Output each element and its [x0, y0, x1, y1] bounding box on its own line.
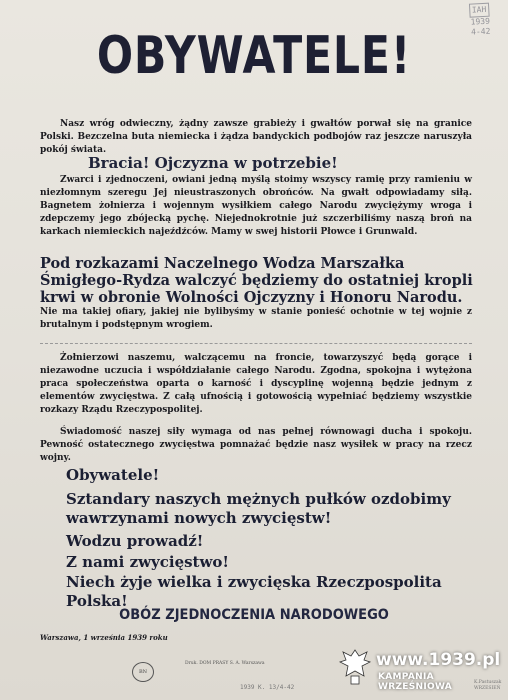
handwritten-catalog-note: 1939 K. 13/4-42 — [240, 684, 295, 691]
closing-laurels: wawrzynami nowych zwycięstw! — [66, 509, 332, 527]
archive-stamp-line1: IAH — [468, 3, 489, 18]
paragraph-sacrifice: Nie ma takiej ofiary, jakiej nie bylibyśmy w stanie ponieść ochotnie w tej wojnie z brutalnym i podstępnym wrogiem. — [40, 307, 472, 330]
corner-note-line2: WRZESIEŃ — [474, 686, 501, 691]
organization-signature: OBÓZ ZJEDNOCZENIA NARODOWEGO — [119, 607, 389, 623]
library-stamp: BN — [132, 662, 154, 682]
paragraph-calm: Świadomość naszej siły wymaga od nas pełnej równowagi ducha i spokoju. Pewność ostatecznego zwycięstwa pomnażać będzie nasz wysiłek w pracy na rzecz wojny. — [40, 427, 472, 463]
paragraph-unity: Zwarci i zjednoczeni, owiani jedną myślą stoimy wszyscy ramię przy ramieniu w niezłomnym szeregu Jej nieustraszonych obrońców. Na gwałt odpowiadamy siłą. Bagnetem żołnierza i wojennym wysiłkiem całego Narodu zwyciężymy wroga i zdepczemy jego zbójecką pychę. Niejednokrotnie już szczerbiliśmy naszą broń na karkach niemieckich najeźdźców. Mamy w swej historii Płowce i Grunwald. — [40, 175, 472, 237]
poster-title: OBYWATELE! — [96, 26, 412, 86]
corner-note-line1: K.Pastuszak — [474, 680, 502, 685]
closing-lead: Wodzu prowadź! — [66, 532, 204, 550]
archive-stamp-line2: 1939 — [470, 16, 491, 27]
date-line: Warszawa, 1 września 1939 roku — [40, 633, 168, 642]
closing-long-live: Niech żyje wielka i zwycięska Rzeczpospolita Polska! — [66, 573, 442, 610]
watermark-subtitle: KAMPANIA WRZEŚNIOWA — [378, 672, 453, 692]
watermark-url[interactable]: www.1939.pl — [376, 650, 501, 670]
paragraph-soldiers: Żołnierzowi naszemu, walczącemu na froncie, towarzyszyć będą gorące i niezawodne uczucia i współdziałanie całego Narodu. Zgodna, spokojna i wytężona praca społeczeństwa oparta o karność i dyscyplinę wojenną będzie jednym z elementów zwycięstwa. Z całą ufnością i gotowością wypełniać będziemy wszystkie rozkazy Rządu Rzeczypospolitej. — [40, 353, 472, 415]
printer-imprint: Druk. DOM PRASY S. A. Warszawa — [185, 661, 265, 666]
headline-commander: Pod rozkazami Naczelnego Wodza Marszałka Śmigłego-Rydza walczyć będziemy do ostatniej kropli krwi w obronie Wolności Ojczyzny i Honoru Narodu. — [40, 255, 473, 306]
heading-brothers: Bracia! Ojczyzna w potrzebie! — [88, 154, 338, 172]
closing-victory: Z nami zwycięstwo! — [66, 553, 229, 571]
archive-stamp-line3: 4-42 — [470, 26, 491, 37]
eagle-icon — [338, 646, 372, 686]
closing-banners: Sztandary naszych mężnych pułków ozdobimy — [66, 490, 451, 508]
closing-citizens: Obywatele! — [66, 466, 160, 484]
divider — [40, 343, 472, 345]
paragraph-intro: Nasz wróg odwieczny, żądny zawsze grabieży i gwałtów porwał się na granice Polski. Bezczelna buta niemiecka i żądza bandyckich podbojów raz jeszcze naruszyła pokój świata. — [40, 119, 472, 155]
